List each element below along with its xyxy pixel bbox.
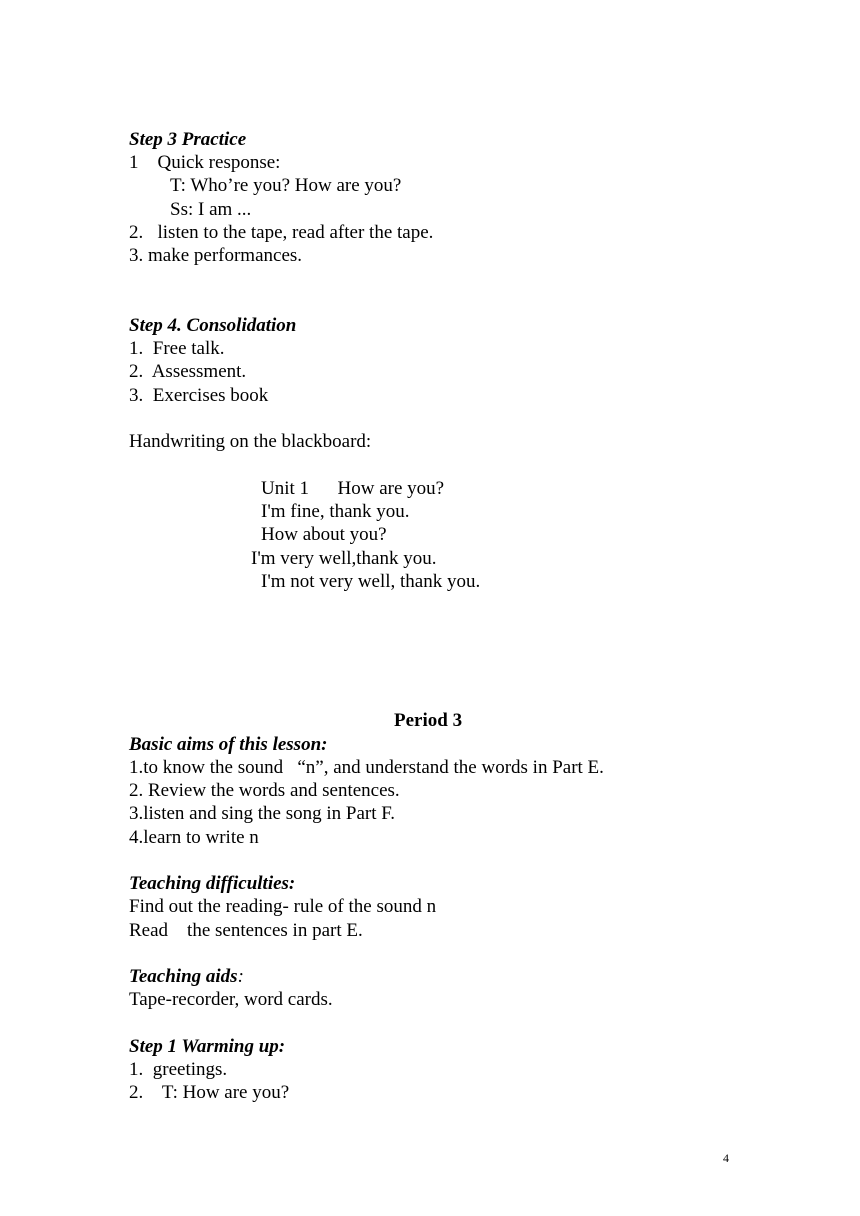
step4-item: 1. Free talk. — [129, 338, 225, 359]
aids-text: Tape-recorder, word cards. — [129, 989, 333, 1010]
difficulties-heading: Teaching difficulties: — [129, 873, 296, 894]
step3-item: 1 Quick response: — [129, 152, 281, 173]
step4-item: 3. Exercises book — [129, 385, 269, 406]
step3-item: T: Who’re you? How are you? — [170, 175, 402, 196]
warmup-item: 1. greetings. — [129, 1059, 228, 1080]
warmup-item: 2. T: How are you? — [129, 1082, 290, 1103]
aids-heading: Teaching aids — [129, 966, 238, 987]
blackboard-line: I'm fine, thank you. — [261, 501, 410, 522]
step3-item: 2. listen to the tape, read after the tape. — [129, 222, 434, 243]
blackboard-heading: Handwriting on the blackboard: — [129, 431, 372, 452]
difficulty-item: Find out the reading- rule of the sound n — [129, 896, 437, 917]
aim-item: 4.learn to write n — [129, 827, 259, 848]
step3-item: Ss: I am ... — [170, 199, 252, 220]
page-number: 4 — [723, 1151, 729, 1165]
blackboard-line: I'm very well,thank you. — [251, 548, 437, 569]
step3-heading: Step 3 Practice — [129, 129, 247, 150]
aim-item: 3.listen and sing the song in Part F. — [129, 803, 396, 824]
step3-item: 3. make performances. — [129, 245, 303, 266]
blackboard-line: Unit 1 How are you? — [261, 478, 445, 499]
blackboard-line: How about you? — [261, 524, 387, 545]
aids-heading-line — [129, 965, 244, 988]
aim-item: 2. Review the words and sentences. — [129, 780, 400, 801]
period-title: Period 3 — [394, 710, 463, 731]
aims-heading: Basic aims of this lesson: — [129, 734, 328, 755]
aim-item: 1.to know the sound “n”, and understand the words in Part E. — [129, 757, 604, 778]
aids-colon: : — [237, 966, 244, 987]
step4-item: 2. Assessment. — [129, 361, 247, 382]
difficulty-item: Read the sentences in part E. — [129, 920, 363, 941]
blackboard-line: I'm not very well, thank you. — [261, 571, 481, 592]
step4-heading: Step 4. Consolidation — [129, 315, 297, 336]
warmup-heading: Step 1 Warming up: — [129, 1036, 286, 1057]
